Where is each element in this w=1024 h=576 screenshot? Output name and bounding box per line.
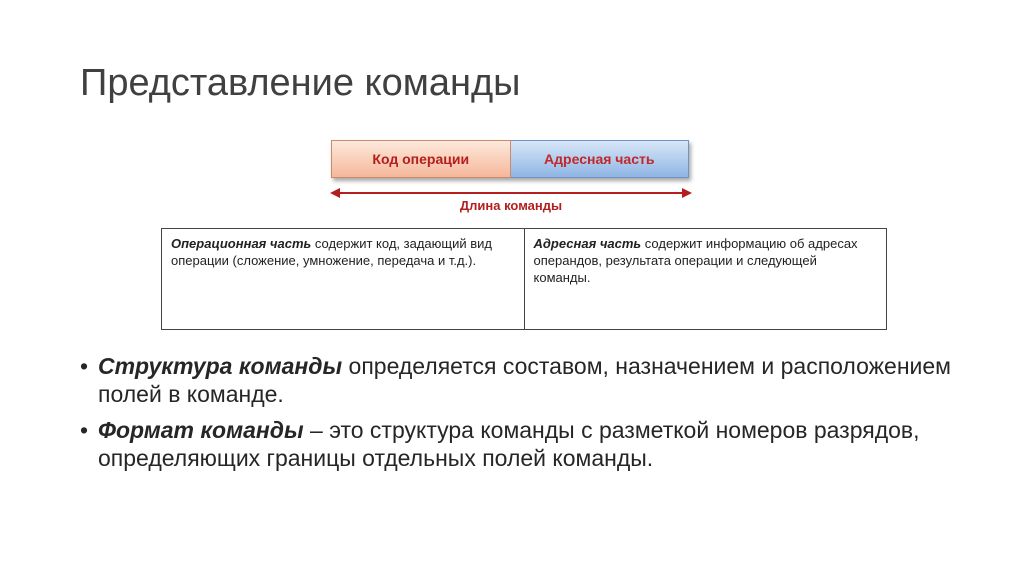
format-text: – это структура команды с разметкой номеров разрядов, определяющих границы отдельных полей команды. [98,417,920,471]
opcode-description-text: содержит код, задающий вид операции (сложение, умножение, передача и т.д.). [171,236,492,268]
address-field: Адресная часть [511,140,690,178]
opcode-field: Код операции [331,140,511,178]
bullet-list [80,352,960,480]
format-term: Формат команды [98,417,304,443]
opcode-term: Операционная часть [171,236,312,251]
structure-text: определяется составом, назначением и расположением полей в команде. [98,353,951,407]
opcode-description-cell [162,229,524,329]
bullet-marker: • [80,353,89,379]
description-table [161,228,887,330]
structure-term: Структура команды [98,353,343,379]
address-term: Адресная часть [533,236,642,251]
instruction-format-bar [331,140,689,178]
length-label: Длина команды [459,198,563,213]
bullet-marker: • [80,417,89,443]
address-description-text: содержит информацию об адресах операндов, результата операции и следующей команды. [533,236,858,285]
bullet-structure [80,352,960,408]
slide-title: Представление команды [80,62,521,104]
bullet-format [80,416,960,472]
address-description-cell [524,229,887,329]
